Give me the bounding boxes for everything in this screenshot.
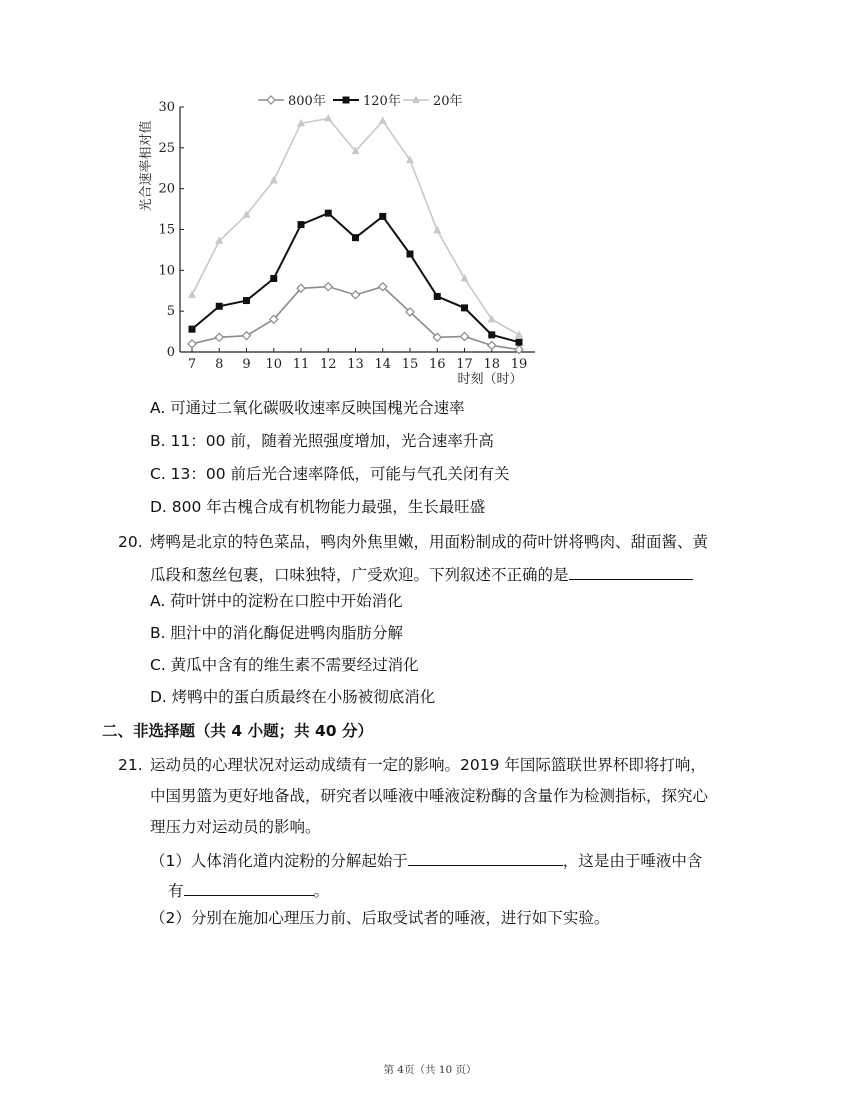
data-point (434, 293, 441, 300)
y-tick-label: 30 (158, 100, 175, 115)
q19-option-d: D. 800 年古槐合成有机物能力最强，生长最旺盛 (150, 498, 486, 516)
q21-sub1-text-b: ，这是由于唾液中含 (562, 852, 703, 870)
data-point (215, 333, 223, 341)
data-point (379, 213, 386, 220)
section-heading: 二、非选择题（共 4 小题；共 40 分） (102, 722, 373, 740)
q21-stem-line1: 运动员的心理状况对运动成绩有一定的影响。2019 年国际篮联世界杯即将打响， (150, 756, 706, 774)
y-tick-label: 15 (158, 222, 175, 238)
x-tick-label: 11 (292, 357, 310, 372)
data-point (189, 326, 196, 333)
x-tick-label: 19 (510, 357, 528, 372)
data-point (188, 340, 196, 348)
legend-entry (258, 93, 326, 109)
x-tick-label: 14 (374, 357, 392, 372)
y-tick-label: 0 (166, 345, 175, 360)
data-point (407, 251, 414, 258)
data-point (298, 221, 305, 228)
photosynthesis-line-chart (128, 86, 548, 391)
q21-sub1-blank2[interactable] (184, 878, 314, 896)
series-2 (188, 114, 523, 338)
legend-entry (333, 93, 401, 109)
q20-stem-text: 瓜段和葱丝包裹，口味独特，广受欢迎。下列叙述不正确的是 (150, 566, 569, 584)
data-point (488, 331, 495, 338)
x-tick-label: 8 (215, 357, 224, 372)
q21-number: 21. (118, 756, 143, 774)
chart-legend (258, 93, 463, 109)
data-point (188, 290, 196, 298)
legend-entry (403, 93, 463, 109)
q20-option-a: A. 荷叶饼中的淀粉在口腔中开始消化 (150, 592, 403, 610)
series-1 (189, 210, 523, 346)
legend-label: 800年 (288, 94, 326, 109)
x-tick-label: 7 (187, 357, 197, 372)
x-tick-label: 15 (401, 357, 419, 372)
x-tick-label: 10 (265, 357, 283, 372)
q20-number: 20. (118, 533, 143, 551)
q21-sub1-line1 (150, 848, 702, 871)
data-point (325, 210, 332, 217)
legend-label: 120年 (363, 94, 401, 109)
x-tick-label: 16 (428, 357, 446, 372)
q19-option-a: A. 可通过二氧化碳吸收速率反映国槐光合速率 (150, 399, 465, 417)
q21-stem-line3: 理压力对运动员的影响。 (150, 818, 321, 836)
x-tick-label: 17 (456, 357, 473, 372)
data-point (433, 226, 441, 234)
x-tick-label: 18 (483, 357, 501, 372)
q21-sub1-blank1[interactable] (408, 848, 563, 866)
data-point (270, 275, 277, 282)
data-point (488, 341, 496, 349)
data-point (216, 303, 223, 310)
data-point (324, 283, 332, 291)
y-tick-label: 20 (158, 181, 175, 197)
y-tick-label: 25 (158, 140, 175, 156)
data-point (270, 176, 278, 184)
data-point (352, 234, 359, 241)
q21-sub1-text-d: 。 (313, 882, 330, 900)
x-axis-label: 时刻（时） (457, 372, 523, 387)
q20-stem-line1: 烤鸭是北京的特色菜品，鸭肉外焦里嫩，用面粉制成的荷叶饼将鸭肉、甜面酱、黄 (150, 533, 709, 551)
q20-option-d: D. 烤鸭中的蛋白质最终在小肠被彻底消化 (150, 688, 436, 706)
data-point (461, 304, 468, 311)
data-point (379, 116, 387, 124)
data-point (243, 297, 250, 304)
series-0 (188, 283, 523, 354)
data-point (516, 339, 523, 346)
q21-stem-line2: 中国男篮为更好地备战，研究者以唾液中唾液淀粉酶的含量作为检测指标，探究心 (150, 787, 709, 805)
data-point (352, 291, 360, 299)
q21-sub1-text: （1）人体消化道内淀粉的分解起始于 (150, 852, 408, 870)
q21-sub1-text-c: 有 (168, 882, 184, 900)
q20-option-b: B. 胆汁中的消化酶促进鸭肉脂肪分解 (150, 624, 403, 642)
chart-series (188, 114, 523, 354)
data-point (243, 332, 251, 340)
data-point (461, 332, 469, 340)
y-tick-label: 5 (166, 304, 175, 320)
y-tick-label: 10 (158, 263, 175, 279)
data-point (324, 114, 332, 122)
data-point (343, 97, 350, 104)
q21-sub2: （2）分别在施加心理压力前、后取受试者的唾液，进行如下实验。 (150, 909, 610, 927)
q21-sub1-line2 (168, 878, 329, 901)
x-tick-label: 13 (347, 357, 364, 372)
q20-option-c: C. 黄瓜中含有的维生素不需要经过消化 (150, 656, 419, 674)
x-tick-label: 12 (319, 357, 337, 372)
legend-label: 20年 (433, 94, 463, 109)
q19-option-b: B. 11：00 前，随着光照强度增加，光合速率升高 (150, 432, 494, 450)
y-axis-label: 光合速率相对值 (139, 120, 154, 212)
page-footer: 第 4页（共 10 页） (383, 1064, 477, 1076)
q19-option-c: C. 13：00 前后光合速率降低，可能与气孔关闭有关 (150, 465, 510, 483)
q20-stem-line2 (150, 562, 693, 585)
x-tick-label: 9 (242, 357, 251, 372)
series-line (192, 213, 519, 342)
data-point (267, 96, 275, 104)
q20-answer-blank[interactable] (569, 562, 693, 580)
